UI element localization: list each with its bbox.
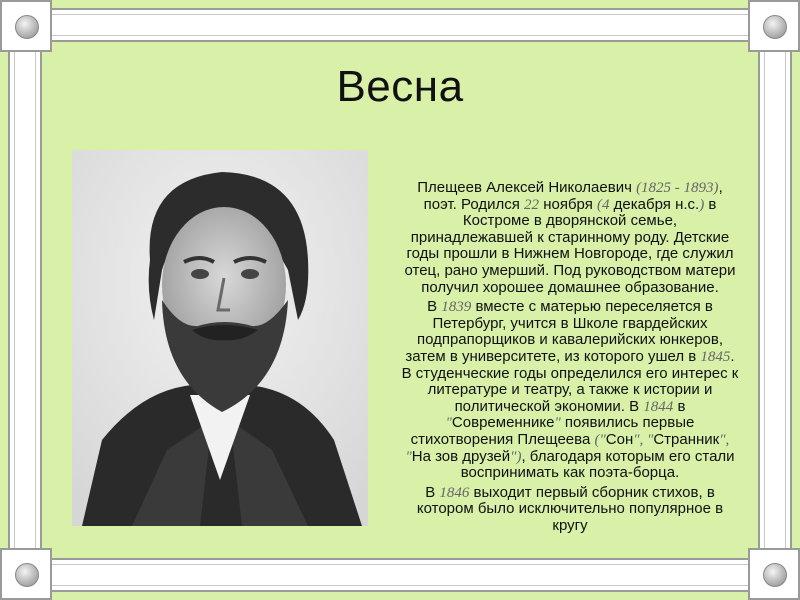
corner-circle-icon — [15, 563, 39, 587]
biography-text-span: , благодаря которым его стали воспринимать как поэта-борца. — [460, 447, 735, 482]
corner-circle-icon — [763, 563, 787, 587]
frame-right-inner — [764, 46, 786, 554]
biography-number: " — [445, 415, 452, 432]
frame-corner-top-right — [748, 0, 800, 52]
portrait-photo — [72, 150, 368, 526]
frame-bottom-inner — [46, 564, 754, 586]
slide-title: Весна — [336, 62, 464, 111]
biography-number: 1844 — [643, 398, 674, 415]
corner-circle-icon — [763, 15, 787, 39]
biography-number: ", " — [405, 431, 730, 465]
biography-text-span: В — [425, 483, 440, 501]
frame-corner-bottom-right — [748, 548, 800, 600]
biography-number: (" — [594, 431, 606, 448]
biography-text-span: Плещеев Алексей Николаевич — [417, 179, 637, 196]
biography-number: 22 — [524, 196, 540, 213]
biography-number: 1839 — [441, 299, 472, 316]
frame-left-inner — [14, 46, 36, 554]
biography-text — [400, 180, 740, 537]
biography-text-span: выходит первый сборник стихов, в котором было исключительно популярное в кругу — [416, 483, 724, 534]
biography-paragraph — [400, 485, 740, 535]
biography-number: 1845 — [700, 348, 731, 365]
biography-text-span: , поэт. Родился — [423, 179, 723, 213]
biography-text-span: На зов друзей — [411, 447, 511, 465]
corner-circle-icon — [15, 15, 39, 39]
biography-text-span: В — [427, 298, 442, 316]
biography-number: (4 — [597, 196, 610, 213]
biography-number: ) — [699, 196, 705, 213]
biography-text-span: в — [673, 397, 686, 415]
biography-text-span: декабря н.с. — [609, 195, 700, 213]
biography-text-span: в Костроме в дворянской семье, принадлежавшей к старинному роду. Детские годы прошли в Нижнем Новгороде, где служил отец, рано умерший. Под руководством матери получил хорошее домашнее образование. — [404, 195, 736, 296]
biography-paragraph — [400, 180, 740, 296]
biography-number: (1825 - 1893) — [636, 180, 719, 196]
biography-text-span: вместе с матерью переселяется в Петербург, учится в Школе гвардейских подпрапорщиков и кавалерийских юнкеров, затем в университете, из которого ушел в — [405, 298, 724, 365]
biography-text-span: Сон — [605, 430, 634, 448]
portrait-image — [72, 150, 368, 526]
biography-number: ") — [510, 448, 522, 465]
frame-corner-bottom-left — [0, 548, 52, 600]
biography-number: " — [554, 415, 561, 432]
biography-text-span: появились первые стихотворения Плещеева — [410, 414, 695, 448]
biography-text-span: Современнике — [451, 414, 555, 432]
biography-text-span: ноября — [539, 195, 598, 213]
biography-paragraph — [400, 299, 740, 482]
biography-text-span: Странник — [653, 430, 720, 448]
biography-number: 1846 — [439, 484, 470, 501]
biography-text-span: . В студенческие годы определился его интерес к литературе и театру, а также к истории и политической экономии. В — [401, 347, 739, 415]
frame-corner-top-left — [0, 0, 52, 52]
frame-top-inner — [46, 14, 754, 36]
biography-number: ", " — [633, 431, 654, 448]
